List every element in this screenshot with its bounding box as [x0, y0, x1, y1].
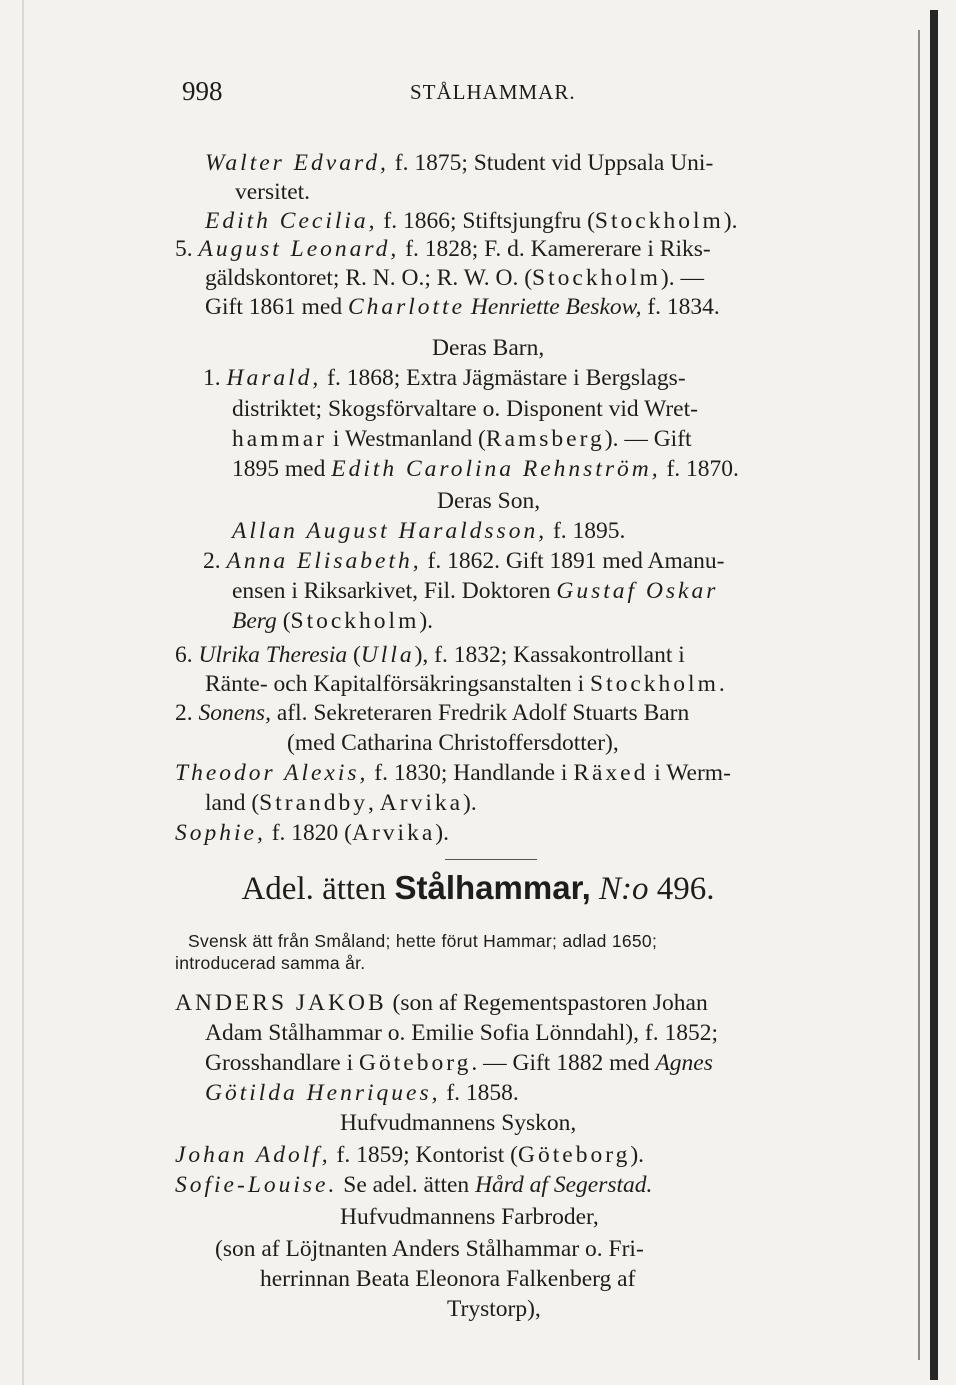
entry-farbroder-line2: herrinnan Beata Eleonora Falkenberg af [260, 1266, 636, 1292]
heading-farbroder: Hufvudmannens Farbroder, [340, 1204, 599, 1230]
entry-august: 5. August Leonard, f. 1828; F. d. Kamererare i Riks- [175, 236, 711, 262]
page-header [0, 76, 956, 116]
entry-harald-marriage: 1895 med Edith Carolina Rehnström, f. 1870. [232, 456, 739, 482]
entry-anders: ANDERS JAKOB (son af Regementspastoren Johan [175, 990, 708, 1016]
entry-sofie-louise: Sofie-Louise. Se adel. ätten Hård af Segerstad. [175, 1172, 653, 1198]
entry-anders-line3: Grosshandlare i Göteborg. — Gift 1882 med Agnes [205, 1050, 713, 1076]
page-edge-right [930, 10, 938, 1380]
entry-ulrika-line2: Ränte- och Kapitalförsäkringsanstalten i Stockholm. [205, 671, 725, 697]
entry-harald-line2: distriktet; Skogsförvaltare o. Disponent vid Wret- [232, 396, 698, 422]
entry-anders-line4: Götilda Henriques, f. 1858. [205, 1080, 519, 1106]
entry-august-line2: gäldskontoret; R. N. O.; R. W. O. (Stockholm). — [205, 265, 704, 291]
page-number: 998 [182, 76, 223, 106]
entry-sonens: 2. Sonens, afl. Sekreteraren Fredrik Adolf Stuarts Barn [175, 700, 690, 726]
running-head: STÅLHAMMAR. [410, 80, 576, 104]
entry-farbroder-line3: Trystorp), [447, 1296, 541, 1322]
entry-anna-line2: ensen i Riksarkivet, Fil. Doktoren Gustaf Oskar [232, 578, 719, 604]
entry-anders-line2: Adam Stålhammar o. Emilie Sofia Lönndahl), f. 1852; [205, 1020, 718, 1046]
heading-deras-barn: Deras Barn, [432, 335, 545, 361]
entry-sonens-line2: (med Catharina Christoffersdotter), [287, 730, 619, 756]
entry-harald-line3: hammar i Westmanland (Ramsberg). — Gift [232, 426, 692, 452]
entry-theodor-line2: land (Strandby, Arvika). [205, 790, 477, 816]
page-edge-left [22, 0, 24, 1385]
entry-walter: Walter Edvard, f. 1875; Student vid Uppsala Uni- [205, 150, 714, 176]
entry-ulrika: 6. Ulrika Theresia (Ulla), f. 1832; Kassakontrollant i [175, 642, 685, 668]
section-divider [445, 859, 537, 860]
entry-harald: 1. Harald, f. 1868; Extra Jägmästare i Bergslags- [203, 365, 686, 391]
entry-allan: Allan August Haraldsson, f. 1895. [232, 518, 626, 544]
entry-theodor: Theodor Alexis, f. 1830; Handlande i Räxed i Werm- [175, 760, 731, 786]
entry-johan: Johan Adolf, f. 1859; Kontorist (Göteborg). [175, 1142, 645, 1168]
heading-deras-son: Deras Son, [437, 488, 541, 514]
entry-edith: Edith Cecilia, f. 1866; Stiftsjungfru (Stockholm). [205, 208, 738, 234]
entry-anna: 2. Anna Elisabeth, f. 1862. Gift 1891 med Amanu- [203, 548, 725, 574]
entry-walter-cont: versitet. [235, 179, 311, 205]
entry-farbroder-line1: (son af Löjtnanten Anders Stålhammar o. Fri- [215, 1236, 644, 1262]
entry-anna-line3: Berg (Stockholm). [232, 608, 434, 634]
section-intro-cont: introducerad samma år. [175, 953, 366, 973]
entry-sophie: Sophie, f. 1820 (Arvika). [175, 820, 449, 846]
section-intro: Svensk ätt från Småland; hette förut Hammar; adlad 1650; [188, 931, 658, 951]
section-title: Adel. ätten Stålhammar, N:o 496. [241, 869, 715, 907]
entry-august-marriage: Gift 1861 med Charlotte Henriette Beskow, f. 1834. [205, 294, 720, 320]
page-gutter-shadow [918, 30, 920, 1360]
heading-syskon: Hufvudmannens Syskon, [340, 1110, 577, 1136]
